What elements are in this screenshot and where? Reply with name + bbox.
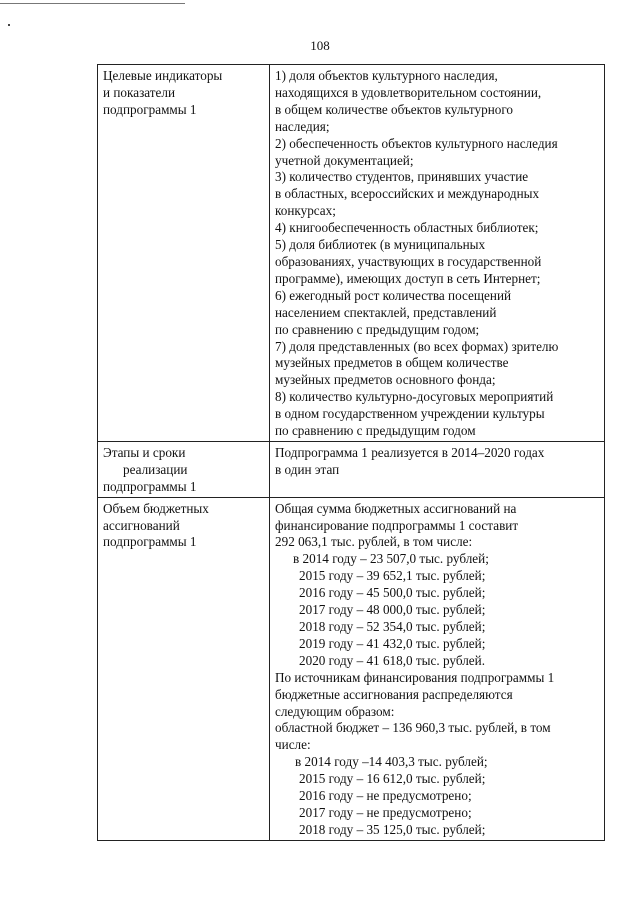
scan-speck — [8, 24, 10, 26]
text-line: конкурсах; — [275, 203, 336, 219]
label-cell-indicators — [98, 65, 270, 442]
text-line: 2) обеспеченность объектов культурного наследия — [275, 135, 558, 151]
text-line: музейных предметов основного фонда; — [275, 372, 496, 388]
year-amount-line: 2016 году – 45 500,0 тыс. рублей; — [299, 585, 486, 601]
label-cell-budget — [98, 497, 270, 840]
text-line: в одном государственном учреждении культуры — [275, 406, 545, 422]
text-line: числе: — [275, 737, 311, 753]
text-line: 6) ежегодный рост количества посещений — [275, 287, 512, 303]
text-line: 292 063,1 тыс. рублей, в том числе: — [275, 534, 473, 550]
year-amount-line: в 2014 году – 23 507,0 тыс. рублей; — [293, 551, 489, 567]
subprogram-passport-table — [97, 64, 605, 841]
year-amount-line: 2020 году – 41 618,0 тыс. рублей. — [299, 652, 485, 668]
year-amount-line: 2018 году – 52 354,0 тыс. рублей; — [299, 619, 486, 634]
text-line: по сравнению с предыдущим годом — [275, 423, 476, 439]
text-line: областной бюджет – 136 960,3 тыс. рублей, в том — [275, 720, 551, 736]
text-line: Подпрограмма 1 реализуется в 2014–2020 годах — [275, 444, 545, 460]
label-line: Объем бюджетных — [103, 500, 209, 516]
text-line: образованиях, участвующих в государственной — [275, 253, 542, 269]
content-cell-indicators — [270, 65, 605, 442]
year-amount-line: 2017 году – 48 000,0 тыс. рублей; — [299, 602, 486, 618]
label-line: Целевые индикаторы — [103, 68, 223, 83]
text-line: 4) книгообеспеченность областных библиотек; — [275, 220, 539, 236]
year-amount-line: 2015 году – 39 652,1 тыс. рублей; — [299, 568, 486, 584]
label-line: подпрограммы 1 — [103, 534, 197, 550]
table-row-stages — [98, 441, 605, 497]
text-line: музейных предметов в общем количестве — [275, 355, 509, 371]
content-cell-budget — [270, 497, 605, 840]
text-line: 1) доля объектов культурного наследия, — [275, 68, 498, 83]
text-line: финансирование подпрограммы 1 составит — [275, 517, 519, 533]
text-line: программе), имеющих доступ в сеть Интернет; — [275, 270, 541, 286]
text-line: находящихся в удовлетворительном состоянии, — [275, 84, 542, 100]
year-amount-line: 2017 году – не предусмотрено; — [299, 804, 472, 820]
content-cell-stages — [270, 441, 605, 497]
text-line: Общая сумма бюджетных ассигнований на — [275, 500, 517, 516]
text-line: в общем количестве объектов культурного — [275, 101, 514, 117]
text-line: 7) доля представленных (во всех формах) зрителю — [275, 338, 559, 354]
text-line: 5) доля библиотек (в муниципальных — [275, 237, 486, 253]
top-rule-line — [0, 3, 185, 4]
table-row-budget — [98, 497, 605, 840]
label-line: подпрограммы 1 — [103, 101, 197, 117]
year-amount-line: 2016 году – не предусмотрено; — [299, 788, 472, 804]
page-number: 108 — [310, 38, 330, 53]
year-amount-line: в 2014 году –14 403,3 тыс. рублей; — [295, 754, 488, 770]
text-line: учетной документацией; — [275, 152, 414, 168]
text-line: 8) количество культурно-досуговых мероприятий — [275, 389, 554, 405]
label-line: ассигнований — [103, 517, 180, 533]
text-line: населением спектаклей, представлений — [275, 304, 497, 320]
table-row-indicators — [98, 65, 605, 442]
label-cell-stages — [98, 441, 270, 497]
year-amount-line: 2015 году – 16 612,0 тыс. рублей; — [299, 771, 486, 787]
text-line: По источникам финансирования подпрограммы 1 — [275, 669, 555, 685]
text-line: по сравнению с предыдущим годом; — [275, 321, 480, 337]
year-amount-line: 2019 году – 41 432,0 тыс. рублей; — [299, 635, 486, 651]
text-line: 3) количество студентов, принявших участие — [275, 169, 529, 185]
text-line: в один этап — [275, 461, 340, 477]
label-line: и показатели — [103, 84, 176, 100]
text-line: следующим образом: — [275, 703, 395, 719]
label-line: подпрограммы 1 — [103, 478, 197, 494]
text-line: в областных, всероссийских и международных — [275, 186, 540, 202]
text-line: наследия; — [275, 118, 330, 134]
label-line: реализации — [123, 461, 188, 477]
year-amount-line: 2018 году – 35 125,0 тыс. рублей; — [299, 821, 486, 837]
label-line: Этапы и сроки — [103, 444, 186, 460]
text-line: бюджетные ассигнования распределяются — [275, 686, 513, 702]
